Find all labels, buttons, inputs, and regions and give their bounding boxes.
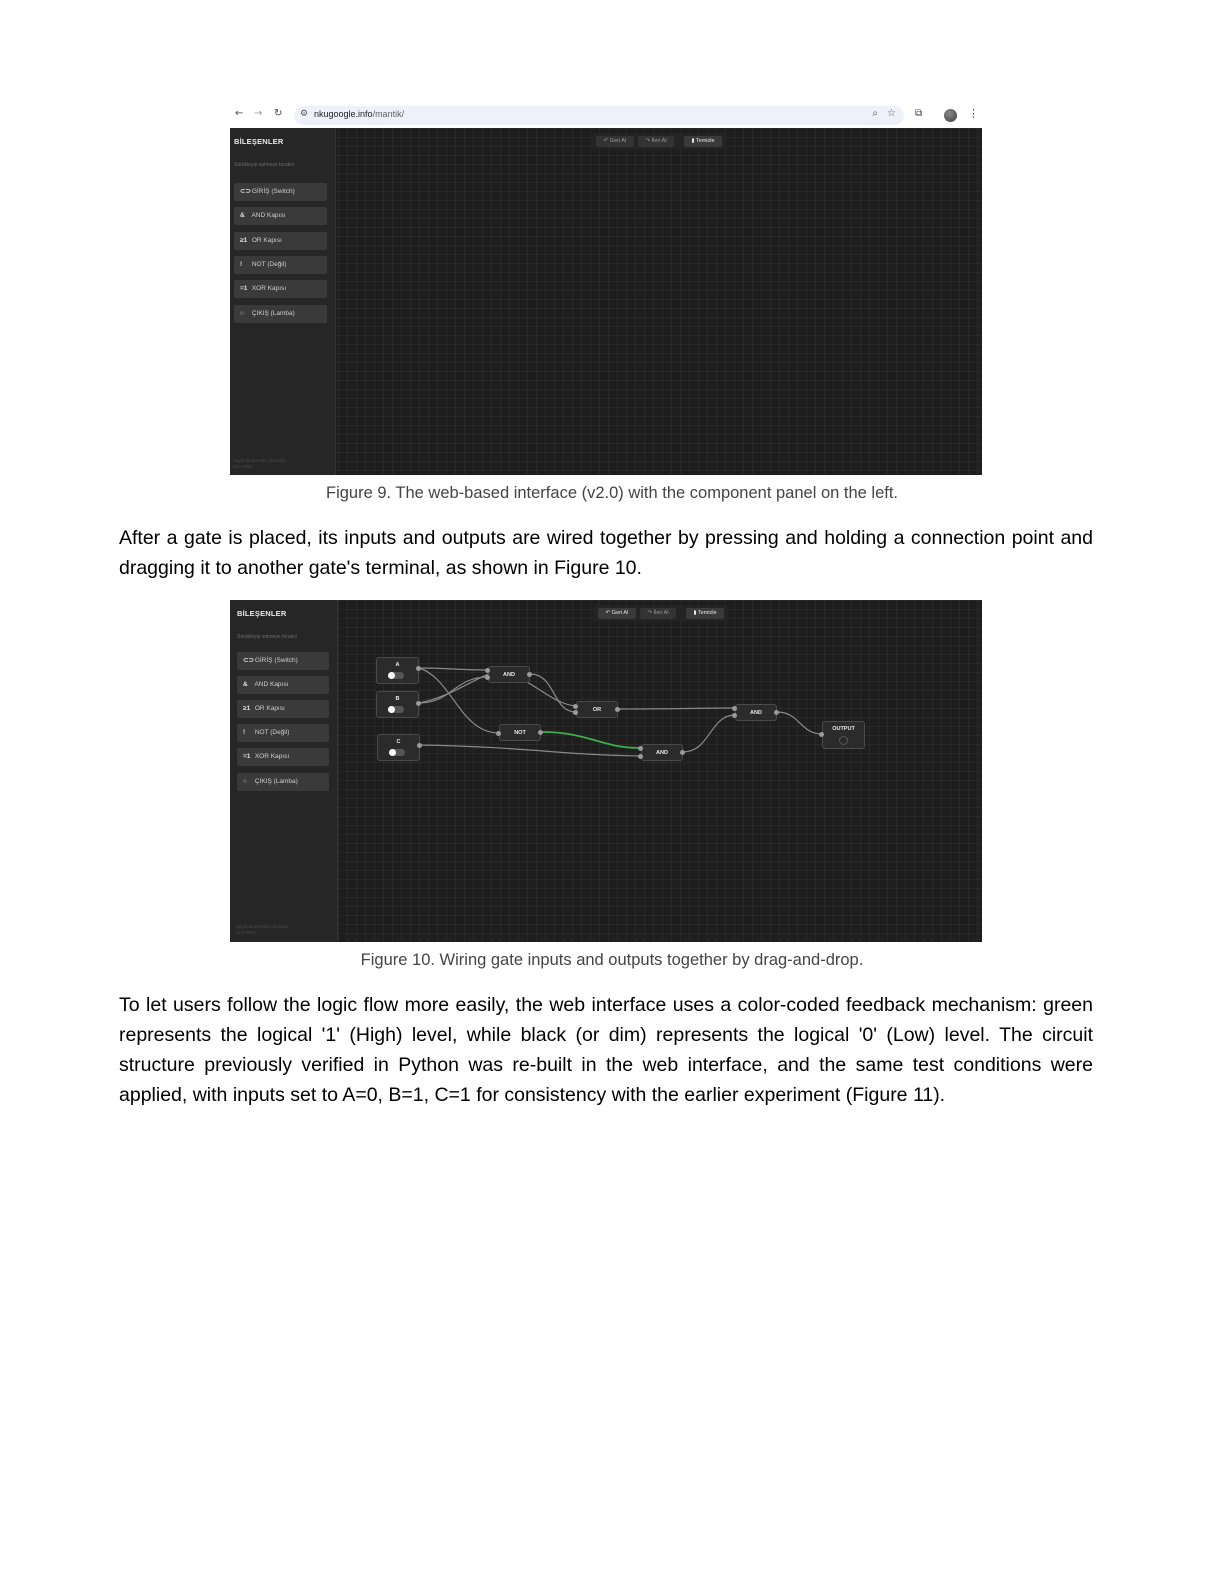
- or-icon: ≥1: [240, 237, 248, 244]
- gate-not[interactable]: [499, 724, 541, 741]
- footer-line: v2.0 PRO: [233, 464, 253, 469]
- switch-label: A: [395, 662, 400, 668]
- component-sidebar: [230, 128, 336, 475]
- lamp-bulb-icon: [839, 736, 848, 745]
- address-bar[interactable]: [294, 106, 904, 125]
- gate-and-2[interactable]: [735, 704, 777, 721]
- undo-button[interactable]: ↶ Geri Al: [598, 608, 636, 619]
- component-label: ÇIKIŞ (Lamba): [254, 778, 298, 785]
- wire-layer: [230, 600, 982, 942]
- figure-9-caption: Figure 9. The web-based interface (v2.0) with the component panel on the left.: [325, 484, 899, 502]
- component-label: NOT (Değil): [251, 261, 287, 268]
- pin-or-in1[interactable]: [573, 704, 578, 709]
- component-output-lamp[interactable]: [234, 305, 327, 323]
- pin-and2-in2[interactable]: [732, 713, 737, 718]
- pin-output-in[interactable]: [819, 732, 824, 737]
- url-path: /mantik/: [372, 109, 405, 119]
- pin-and3-in2[interactable]: [638, 754, 643, 759]
- switch-toggle[interactable]: [389, 749, 405, 756]
- component-label: OR Kapısı: [251, 237, 282, 244]
- sidebar-hint: Sürükleyip sahneye bırakın: [237, 634, 298, 640]
- component-label: AND Kapısı: [254, 681, 289, 688]
- switch-icon: ⊂⊃: [240, 188, 251, 195]
- component-label: NOT (Değil): [254, 729, 290, 736]
- switch-toggle[interactable]: [388, 706, 404, 713]
- component-label: XOR Kapısı: [251, 285, 287, 292]
- gate-label: OR: [592, 707, 602, 713]
- reload-icon[interactable]: ↻: [274, 108, 283, 119]
- component-label: ÇIKIŞ (Lamba): [251, 310, 295, 317]
- clear-button[interactable]: ▮ Temizle: [684, 136, 722, 147]
- and-icon: &: [243, 681, 248, 688]
- gate-or[interactable]: [576, 701, 618, 718]
- site-settings-icon[interactable]: ⚙: [300, 109, 309, 119]
- forward-icon[interactable]: →: [254, 108, 263, 119]
- browser-toolbar: [230, 103, 982, 128]
- switch-icon: ⊂⊃: [243, 657, 254, 664]
- component-label: OR Kapısı: [254, 705, 285, 712]
- and-icon: &: [240, 212, 245, 219]
- wire-not-to-and3: [541, 732, 641, 748]
- gate-label: AND: [656, 750, 668, 756]
- input-switch-a[interactable]: [376, 657, 419, 684]
- figure-10-caption: Figure 10. Wiring gate inputs and outputs together by drag-and-drop.: [360, 951, 864, 969]
- bulb-icon: ○: [243, 778, 247, 785]
- component-label: AND Kapısı: [251, 212, 286, 219]
- switch-knob: [388, 706, 395, 713]
- profile-avatar[interactable]: [944, 109, 957, 122]
- paragraph-1: After a gate is placed, its inputs and outputs are wired together by pressing and holding a connection point and dragging it to another gate's terminal, as shown in Figure 10.: [119, 527, 1093, 579]
- undo-button[interactable]: ↶ Geri Al: [596, 136, 634, 147]
- wire-c-to-and3: [420, 745, 641, 756]
- gate-and-3[interactable]: [641, 744, 683, 761]
- pin-or-out[interactable]: [615, 707, 620, 712]
- redo-button[interactable]: ↷ İleri Al: [640, 608, 676, 619]
- gate-label: AND: [503, 672, 515, 678]
- not-icon: !: [243, 729, 246, 736]
- logic-app: [230, 600, 982, 942]
- component-label: XOR Kapısı: [254, 753, 290, 760]
- paragraph-2: To let users follow the logic flow more easily, the web interface uses a color-coded feedback mechanism: green represents the logical '1' (High) level, while black (or dim) represents the logical '0' (Low) level. The circuit structure previously verified in Python was re-built in the web interface, and the same test conditions were applied, with inputs set to A=0, B=1, C=1 for consistency with the earlier experiment (Figure 11).: [119, 994, 1093, 1106]
- wire-or-to-and2: [618, 708, 735, 709]
- menu-icon[interactable]: ⋮: [968, 107, 979, 120]
- component-xor[interactable]: [234, 280, 327, 298]
- input-switch-b[interactable]: [376, 691, 419, 718]
- pin-and1-in2[interactable]: [485, 675, 490, 680]
- switch-knob: [388, 672, 395, 679]
- pin-and3-in1[interactable]: [638, 746, 643, 751]
- sidebar-title: BİLEŞENLER: [237, 609, 287, 618]
- switch-toggle[interactable]: [388, 672, 404, 679]
- pin-and1-in1[interactable]: [485, 668, 490, 673]
- xor-icon: =1: [243, 753, 251, 760]
- url-host: nkugoogle.info: [314, 109, 373, 119]
- pin-or-in2[interactable]: [573, 710, 578, 715]
- component-label: GİRİŞ (Switch): [254, 657, 298, 664]
- pin-not-in[interactable]: [496, 731, 501, 736]
- figure-9-screenshot: [230, 103, 982, 475]
- wire-a-to-and1: [419, 668, 488, 670]
- input-switch-c[interactable]: [377, 734, 420, 761]
- wire-and3-to-and2: [683, 715, 735, 752]
- sidebar-footer: [233, 458, 287, 470]
- figure-10-screenshot: [230, 600, 982, 942]
- output-lamp-node[interactable]: [822, 721, 865, 749]
- extensions-icon[interactable]: ⧉: [915, 108, 923, 119]
- pin-c-out[interactable]: [417, 743, 422, 748]
- pin-a-out[interactable]: [416, 666, 421, 671]
- component-or[interactable]: [234, 232, 327, 250]
- gate-label: AND: [750, 710, 762, 716]
- bookmark-star-icon[interactable]: ☆: [887, 108, 896, 119]
- canvas-toolbar: [592, 133, 726, 149]
- clear-button[interactable]: ▮ Temizle: [686, 608, 724, 619]
- switch-label: B: [395, 696, 400, 702]
- output-label: OUTPUT: [832, 726, 855, 732]
- wire-and2-to-output: [777, 712, 822, 734]
- pin-and2-in1[interactable]: [732, 706, 737, 711]
- back-icon[interactable]: ←: [235, 108, 244, 119]
- pin-not-out[interactable]: [538, 730, 543, 735]
- footer-line: v2.0 PRO: [236, 930, 256, 935]
- pin-b-out[interactable]: [416, 701, 421, 706]
- component-label: GİRİŞ (Switch): [251, 188, 295, 195]
- pin-and2-out[interactable]: [774, 710, 779, 715]
- logic-app: [230, 128, 982, 475]
- switch-knob: [389, 749, 396, 756]
- component-not[interactable]: [234, 256, 327, 274]
- not-icon: !: [240, 261, 243, 268]
- bulb-icon: ○: [240, 310, 244, 317]
- url-text[interactable]: [314, 109, 404, 119]
- sidebar-title: BİLEŞENLER: [234, 137, 284, 146]
- component-and[interactable]: [234, 207, 327, 225]
- or-icon: ≥1: [243, 705, 251, 712]
- xor-icon: =1: [240, 285, 248, 292]
- gate-and-1[interactable]: [488, 666, 530, 683]
- component-switch[interactable]: [234, 183, 327, 201]
- gate-label: NOT: [514, 730, 526, 736]
- footer-line: Sayfa tasarımları güçlüdür,: [233, 458, 287, 463]
- sidebar-hint: Sürükleyip sahneye bırakın: [234, 162, 295, 168]
- zoom-icon[interactable]: ⌕: [872, 108, 878, 119]
- switch-label: C: [396, 739, 401, 745]
- redo-button[interactable]: ↷ İleri Al: [638, 136, 674, 147]
- wire-and1-to-or: [530, 674, 576, 712]
- footer-line: Sayfa tasarımları güçlüdür,: [236, 924, 290, 929]
- pin-and1-out[interactable]: [527, 672, 532, 677]
- pin-and3-out[interactable]: [680, 750, 685, 755]
